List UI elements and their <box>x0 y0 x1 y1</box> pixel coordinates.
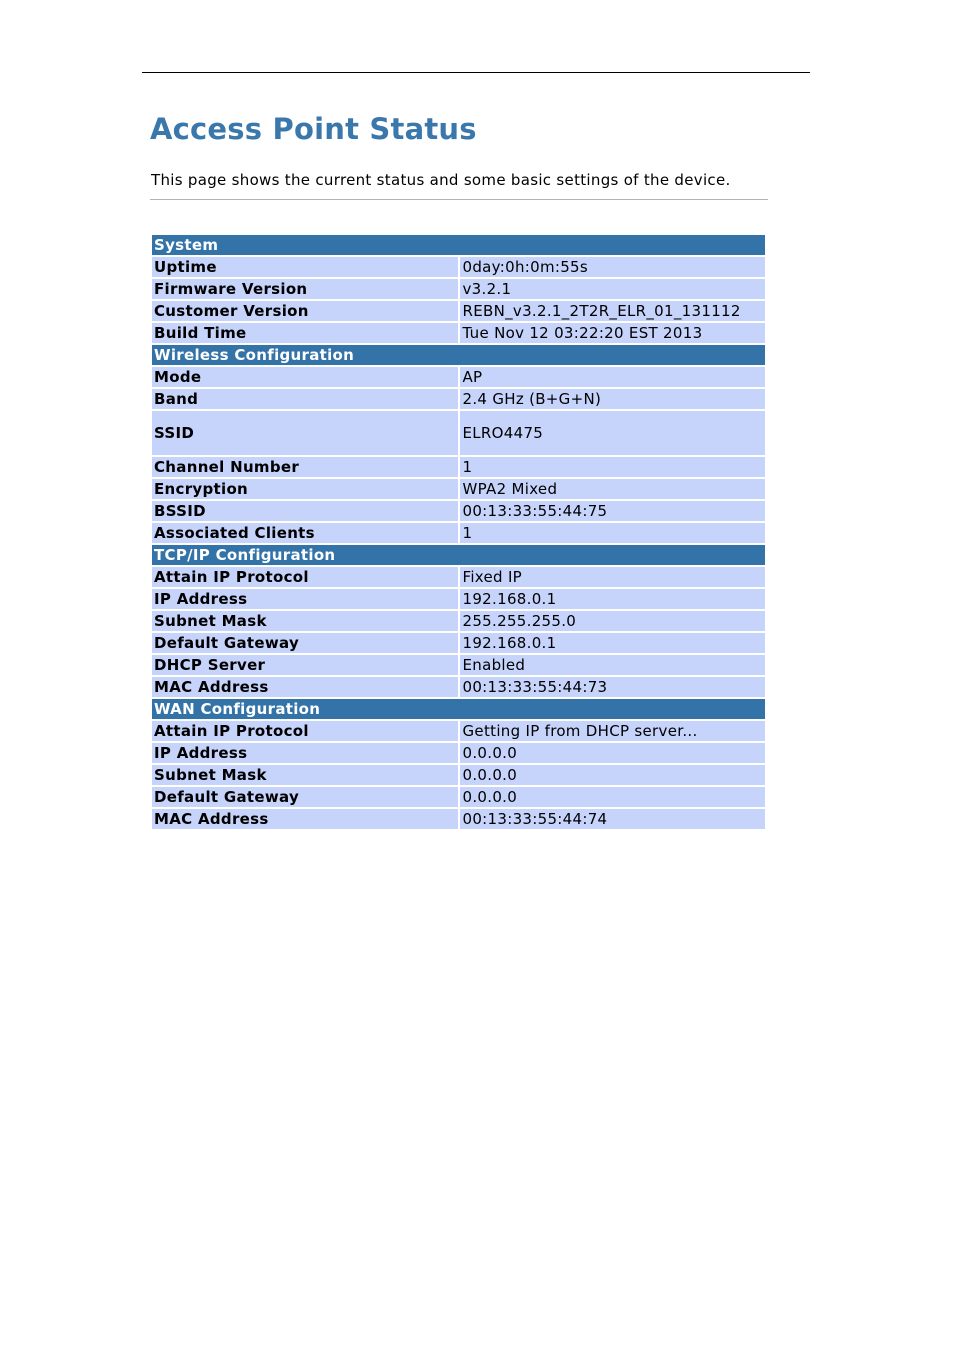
table-row <box>152 479 765 499</box>
row-value-dhcp-server: Enabled <box>460 655 766 675</box>
section-header-system <box>152 235 765 255</box>
table-row <box>152 501 765 521</box>
row-label-encryption: Encryption <box>152 479 458 499</box>
table-row <box>152 787 765 807</box>
row-label-ssid: SSID <box>152 411 458 455</box>
status-table <box>150 233 767 831</box>
row-value-attain-ip-protocol: Fixed IP <box>460 567 766 587</box>
row-value-customer-version: REBN_v3.2.1_2T2R_ELR_01_131112 <box>460 301 766 321</box>
page-title: Access Point Status <box>150 112 477 146</box>
row-value-wan-mac-address: 00:13:33:55:44:74 <box>460 809 766 829</box>
row-label-wan-mac-address: MAC Address <box>152 809 458 829</box>
row-value-subnet-mask: 255.255.255.0 <box>460 611 766 631</box>
row-label-customer-version: Customer Version <box>152 301 458 321</box>
row-label-mac-address: MAC Address <box>152 677 458 697</box>
table-row <box>152 655 765 675</box>
table-row <box>152 367 765 387</box>
table-row <box>152 411 765 455</box>
row-label-wan-attain-ip-protocol: Attain IP Protocol <box>152 721 458 741</box>
table-row <box>152 323 765 343</box>
table-row <box>152 279 765 299</box>
page-description: This page shows the current status and some basic settings of the device. <box>151 171 731 189</box>
row-value-firmware-version: v3.2.1 <box>460 279 766 299</box>
row-value-build-time: Tue Nov 12 03:22:20 EST 2013 <box>460 323 766 343</box>
section-title: TCP/IP Configuration <box>152 545 765 565</box>
row-label-wan-default-gateway: Default Gateway <box>152 787 458 807</box>
row-label-bssid: BSSID <box>152 501 458 521</box>
row-value-wan-ip-address: 0.0.0.0 <box>460 743 766 763</box>
table-row <box>152 457 765 477</box>
table-row <box>152 611 765 631</box>
row-label-default-gateway: Default Gateway <box>152 633 458 653</box>
table-row <box>152 677 765 697</box>
section-header-tcpip <box>152 545 765 565</box>
table-row <box>152 301 765 321</box>
table-row <box>152 523 765 543</box>
row-label-attain-ip-protocol: Attain IP Protocol <box>152 567 458 587</box>
table-row <box>152 633 765 653</box>
row-label-ip-address: IP Address <box>152 589 458 609</box>
row-value-default-gateway: 192.168.0.1 <box>460 633 766 653</box>
row-value-ssid: ELRO4475 <box>460 411 766 455</box>
top-divider <box>142 72 810 73</box>
section-title: Wireless Configuration <box>152 345 765 365</box>
row-label-channel-number: Channel Number <box>152 457 458 477</box>
row-label-uptime: Uptime <box>152 257 458 277</box>
row-value-bssid: 00:13:33:55:44:75 <box>460 501 766 521</box>
section-title: System <box>152 235 765 255</box>
row-value-associated-clients: 1 <box>460 523 766 543</box>
row-label-mode: Mode <box>152 367 458 387</box>
table-row <box>152 743 765 763</box>
row-value-ip-address: 192.168.0.1 <box>460 589 766 609</box>
row-label-firmware-version: Firmware Version <box>152 279 458 299</box>
table-row <box>152 567 765 587</box>
row-label-subnet-mask: Subnet Mask <box>152 611 458 631</box>
row-value-wan-subnet-mask: 0.0.0.0 <box>460 765 766 785</box>
table-row <box>152 257 765 277</box>
table-row <box>152 765 765 785</box>
row-value-encryption: WPA2 Mixed <box>460 479 766 499</box>
row-value-band: 2.4 GHz (B+G+N) <box>460 389 766 409</box>
table-row <box>152 389 765 409</box>
table-row <box>152 809 765 829</box>
row-label-associated-clients: Associated Clients <box>152 523 458 543</box>
description-divider <box>150 199 768 200</box>
row-label-band: Band <box>152 389 458 409</box>
row-value-wan-default-gateway: 0.0.0.0 <box>460 787 766 807</box>
row-value-uptime: 0day:0h:0m:55s <box>460 257 766 277</box>
row-value-channel-number: 1 <box>460 457 766 477</box>
section-header-wireless <box>152 345 765 365</box>
section-header-wan <box>152 699 765 719</box>
row-value-mode: AP <box>460 367 766 387</box>
section-title: WAN Configuration <box>152 699 765 719</box>
row-label-wan-ip-address: IP Address <box>152 743 458 763</box>
row-label-dhcp-server: DHCP Server <box>152 655 458 675</box>
row-label-build-time: Build Time <box>152 323 458 343</box>
row-value-mac-address: 00:13:33:55:44:73 <box>460 677 766 697</box>
row-value-wan-attain-ip-protocol: Getting IP from DHCP server... <box>460 721 766 741</box>
table-row <box>152 589 765 609</box>
table-row <box>152 721 765 741</box>
row-label-wan-subnet-mask: Subnet Mask <box>152 765 458 785</box>
